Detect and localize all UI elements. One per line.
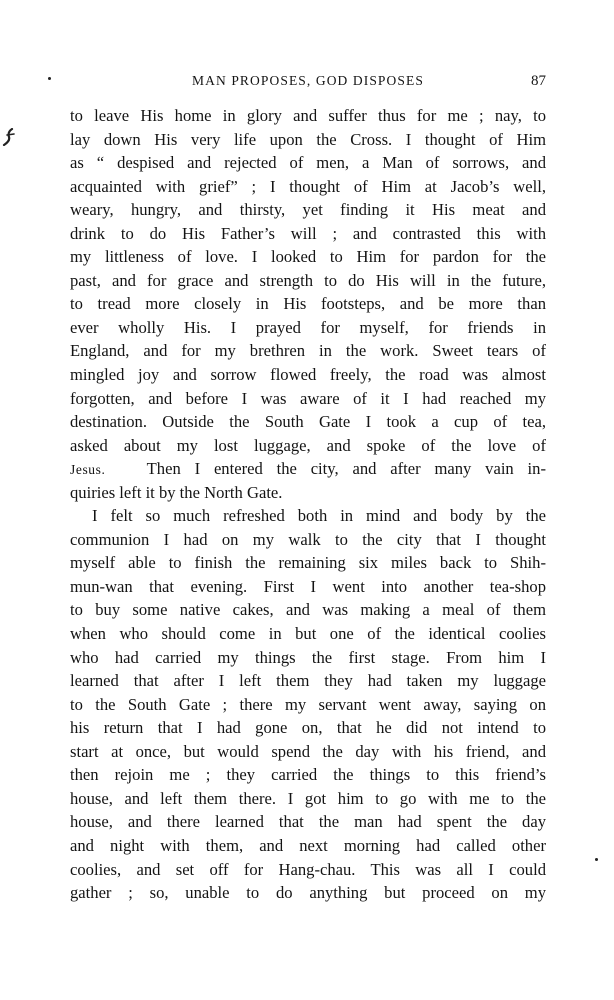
small-caps-word: Jesus. <box>70 462 106 478</box>
text-line: then rejoin me ; they carried the things to this friend’s <box>70 765 546 785</box>
text-line: to leave His home in glory and suffer thus for me ; nay, to <box>70 106 546 125</box>
text-line: myself able to finish the remaining six miles back to Shih- <box>70 553 546 573</box>
text-line: weary, hungry, and thirsty, yet finding it His meat and <box>70 200 546 220</box>
text-line: house, and left them there. I got him to go with me to the <box>70 788 546 808</box>
text-line: as “ despised and rejected of men, a Man of sorrows, and <box>70 153 546 173</box>
text-line: when who should come in but one of the identical coolies <box>70 624 546 644</box>
body-text <box>70 104 546 905</box>
text-line: drink to do His Father’s will ; and contrasted this with <box>70 223 546 243</box>
text-line: mun-wan that evening. First I went into another tea-shop <box>70 576 546 596</box>
running-head <box>70 70 546 92</box>
text-line: lay down His very life upon the Cross. I thought of Him <box>70 129 546 149</box>
text-line: to tread more closely in His footsteps, and be more than <box>70 294 546 314</box>
scan-speck <box>595 858 598 861</box>
text-line: and night with them, and next morning had called other <box>70 835 546 855</box>
paragraph-last-line: quiries left it by the North Gate. <box>70 482 283 502</box>
text-line: who had carried my things the first stage. From him I <box>70 647 546 667</box>
text-line-rest: Then I entered the city, and after many vain in- <box>146 459 546 479</box>
text-line: to buy some native cakes, and was making a meal of them <box>70 600 546 620</box>
paragraph-first-line: I felt so much refreshed both in mind and body by the <box>92 506 546 526</box>
page-number: 87 <box>531 73 546 89</box>
text-line: my littleness of love. I looked to Him for pardon for the <box>70 247 546 267</box>
text-line: past, and for grace and strength to do His will in the future, <box>70 270 546 290</box>
text-line: his return that I had gone on, that he did not intend to <box>70 718 546 738</box>
text-line: to the South Gate ; there my servant went away, saying on <box>70 694 546 714</box>
text-line: communion I had on my walk to the city that I thought <box>70 529 546 549</box>
text-line: mingled joy and sorrow flowed freely, the road was almost <box>70 365 546 385</box>
text-line: start at once, but would spend the day with his friend, and <box>70 741 546 761</box>
text-line: asked about my lost luggage, and spoke of the love of <box>70 435 546 455</box>
text-line: England, and for my brethren in the work. Sweet tears of <box>70 341 546 361</box>
text-line: acquainted with grief” ; I thought of Him at Jacob’s well, <box>70 176 546 196</box>
margin-ink-mark <box>2 128 16 146</box>
text-line: coolies, and set off for Hang-chau. This was all I could <box>70 859 546 879</box>
text-line: destination. Outside the South Gate I took a cup of tea, <box>70 412 546 432</box>
text-line: gather ; so, unable to do anything but proceed on my <box>70 883 546 903</box>
text-line <box>70 457 546 481</box>
text-line: learned that after I left them they had taken my luggage <box>70 671 546 691</box>
text-line: forgotten, and before I was aware of it I had reached my <box>70 388 546 408</box>
page-title: MAN PROPOSES, GOD DISPOSES <box>192 73 424 88</box>
text-line: ever wholly His. I prayed for myself, for friends in <box>70 317 546 337</box>
text-line: house, and there learned that the man had spent the day <box>70 812 546 832</box>
scan-speck <box>48 77 51 80</box>
